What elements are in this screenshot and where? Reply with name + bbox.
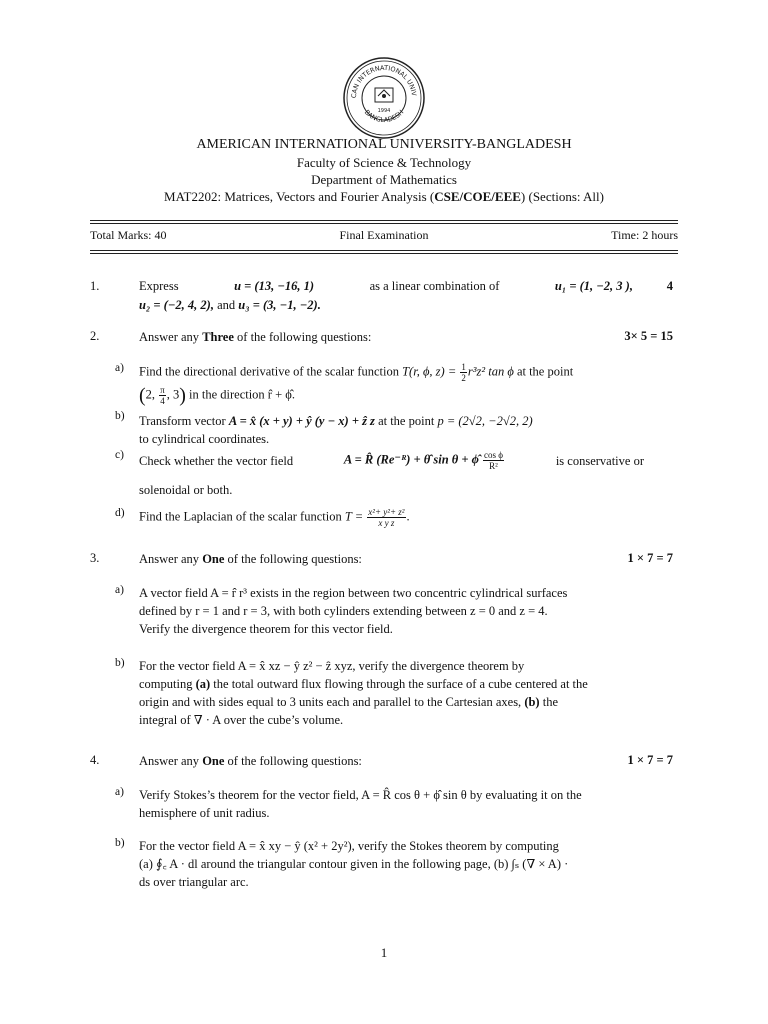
q3-number: 3. xyxy=(90,551,100,565)
q2-marks: 3× 5 = 15 xyxy=(624,329,673,343)
university-logo xyxy=(342,56,426,140)
q4b-text: For the vector field A = x̂ xy − ŷ (x² + 2y²), verify the Stokes theorem by computing (a) ∮꜀ A · dl around the triangular contour given in the following page, (b) ∫ₛ (∇ × A) · ds over triangular arc. xyxy=(139,839,569,889)
q3-marks: 1 × 7 = 7 xyxy=(627,551,673,565)
logo-year: 1994 xyxy=(377,108,391,114)
q2d-label: d) xyxy=(115,507,125,519)
q2c-text: Check whether the vector field A = R̂ (Re⁻ᴿ) + θ̂ sin θ + ϕ̂ $\frac{\text{cos ϕ}}{\text{R²}}$ is conservative or solenoidal or both. xyxy=(139,450,644,497)
q2d-text: Find the Laplacian of the scalar function T = $\frac{\text{x²+ y²+ z²}}{\text{x y z}}$ . xyxy=(139,507,410,528)
q3b-label: b) xyxy=(115,657,125,669)
header-rule-bottom xyxy=(90,250,678,251)
q1-marks: 4 xyxy=(666,279,673,293)
q4-number: 4. xyxy=(90,753,100,767)
header-rule-bottom-2 xyxy=(90,253,678,254)
q2b-text: Transform vector A = x̂ (x + y) + ŷ (y − x) + ẑ z at the point p = (2√2, −2√2, 2) to cylindrical coordinates. xyxy=(139,414,533,446)
university-name: AMERICAN INTERNATIONAL UNIVERSITY-BANGLADESH xyxy=(196,137,572,152)
logo-text-bottom: BANGLADESH xyxy=(362,108,406,125)
total-marks: Total Marks: 40 xyxy=(90,228,167,242)
q3-lead: Answer any One of the following questions: xyxy=(139,552,362,566)
q1-number: 1. xyxy=(90,279,100,293)
q3b-text: For the vector field A = x̂ xz − ŷ z² − ẑ xyz, verify the divergence theorem by computing (a) the total outward flux flowing through the surface of a cube centered at the origin and with sides equal to 3 units each and parallel to the Cartesian axes, (b) the integral of ∇ · A over the cube’s volume. xyxy=(139,659,588,727)
course-title: MAT2202: Matrices, Vectors and Fourier Analysis (CSE/COE/EEE) (Sections: All) xyxy=(164,189,604,204)
q3a-text: A vector field A = r̂ r³ exists in the region between two concentric cylindrical surfaces defined by r = 1 and r = 3, with both cylinders extending between z = 0 and z = 4. Verify the divergence theorem for this vector field. xyxy=(139,586,568,636)
q2-number: 2. xyxy=(90,329,100,343)
q4-lead: Answer any One of the following questions: xyxy=(139,754,362,768)
header-rule-top xyxy=(90,220,678,221)
page-number: 1 xyxy=(380,945,388,960)
q2c-label: c) xyxy=(115,449,124,461)
q1-text: Express u = (13, −16, 1) as a linear combination of u₁ = (1, −2, 3 ), u₂ = (−2, 4, 2), and u₃ = (3, −1, −2). xyxy=(139,279,633,312)
q2-lead: Answer any Three of the following questions: xyxy=(139,330,372,344)
q2b-label: b) xyxy=(115,410,125,422)
exam-time: Time: 2 hours xyxy=(611,228,678,242)
q4b-label: b) xyxy=(115,837,125,849)
faculty-name: Faculty of Science & Technology xyxy=(296,155,472,170)
department-name: Department of Mathematics xyxy=(311,172,457,187)
q2a-text: Find the directional derivative of the scalar function T(r, ϕ, z) = $\frac{1}{2}$ r³z² tan ϕ at the point (2, $\frac{\pi}{4}$ , 3) in the direction r̂ + ϕ̂. xyxy=(139,362,574,407)
q4a-label: a) xyxy=(115,786,124,798)
q2a-label: a) xyxy=(115,362,124,374)
header-rule-top-2 xyxy=(90,223,678,224)
q4a-text: Verify Stokes’s theorem for the vector field, A = R̂ cos θ + ϕ̂ sin θ by evaluating it on the hemisphere of unit radius. xyxy=(139,788,582,820)
q3a-label: a) xyxy=(115,584,124,596)
q4-marks: 1 × 7 = 7 xyxy=(627,753,673,767)
exam-title: Final Examination xyxy=(339,228,429,242)
logo-text-top: CAN INTERNATIONAL UNIV xyxy=(349,63,418,99)
